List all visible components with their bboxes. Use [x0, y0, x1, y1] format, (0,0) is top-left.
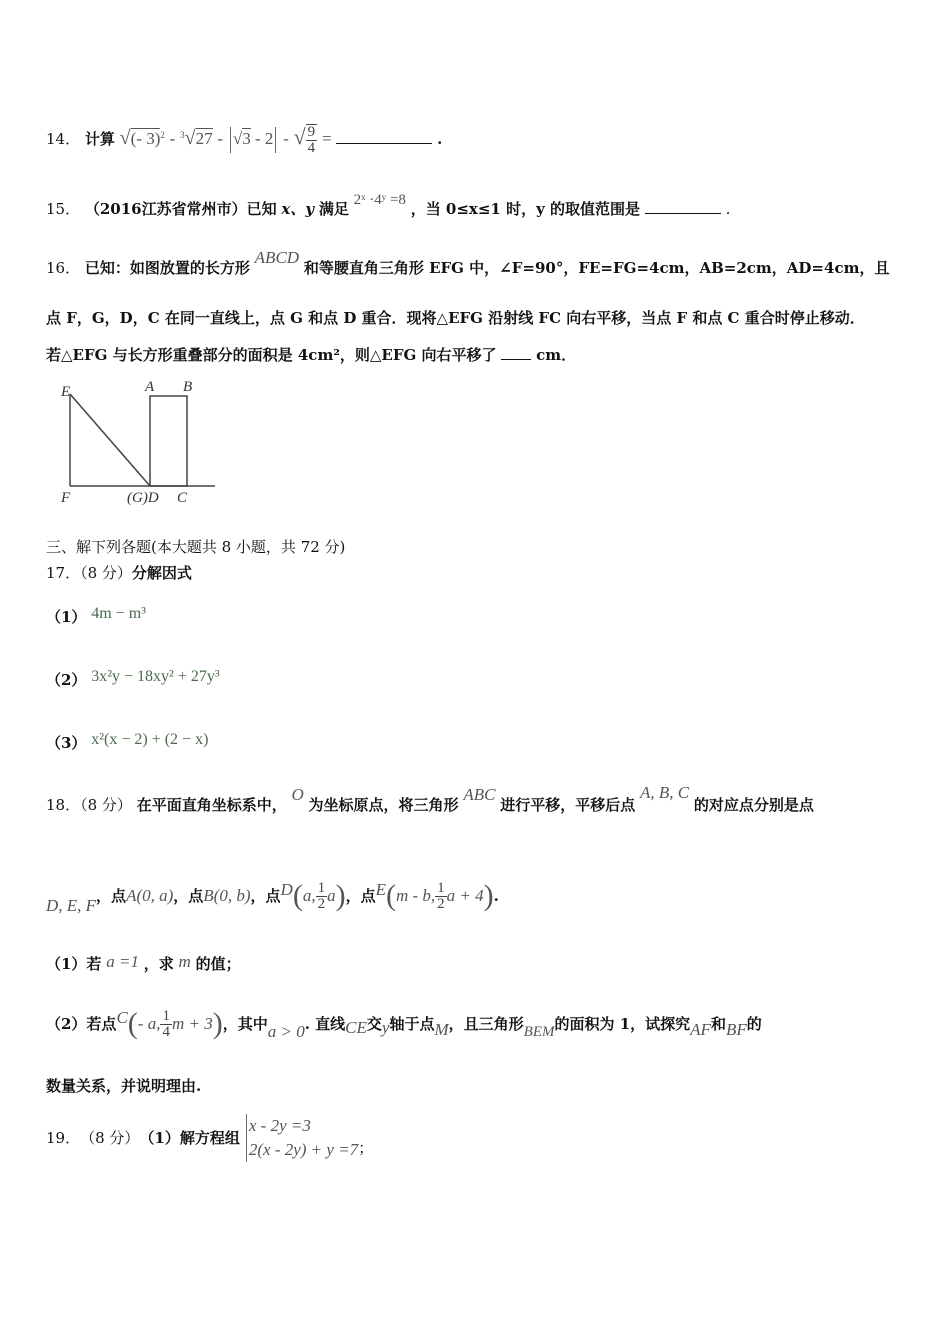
q18-origin: O	[291, 785, 304, 804]
section-3-title: 三、解下列各题(本大题共 8 小题，共 72 分)	[46, 538, 346, 556]
q14-number: 14．	[46, 130, 81, 148]
fig-line-EG	[70, 394, 150, 486]
q14-label: 计算	[84, 130, 115, 148]
q19-eq2: 2(x - 2y) + y =7	[248, 1140, 359, 1159]
q18-points: A, B, C	[640, 783, 690, 802]
q16-answer-blank	[501, 359, 531, 360]
q16-number: 16．	[46, 259, 81, 277]
question-15: 15． （2016江苏省常州市）已知 x、y 满足 2ˣ ·4ʸ =8 ，当 0≤x≤1 时，y 的取值范围是 .	[46, 192, 731, 218]
question-19: 19． （8 分） （1）解方程组 x - 2y =3 2(x - 2y) + y =7 ；	[46, 1110, 373, 1166]
q15-condition: 2ˣ ·4ʸ =8	[353, 192, 406, 208]
question-16-line1: 16． 已知：如图放置的长方形 ABCD 和等腰直角三角形 EFG 中，∠F=90°，FE=FG=4cm，AB=2cm，AD=4cm，且	[46, 248, 890, 277]
fig-label-C: C	[177, 490, 188, 506]
q15-range-text: ，当 0≤x≤1 时，y 的取值范围是	[410, 200, 641, 218]
fig-label-A: A	[145, 379, 155, 395]
q18-triangle-ABC: ABC	[463, 785, 496, 804]
q18-sub2-line2: 数量关系，并说明理由.	[46, 1077, 202, 1095]
q14-expression: √(- 3)$^2$ - $^3$√27 - √3 - 2 - √ $\frac{9}{4}$ =	[119, 124, 332, 156]
q18-sub2: （2）若点 C ( - a, $\frac{1}{4}$ m + 3 ) ，其中 a > 0 . 直线 CE 交 y 轴于点 M ，且三角形 BEM 的面积为 1，试探究 AF 和 BF 的	[46, 1007, 762, 1041]
fig-label-F: F	[61, 490, 71, 506]
question-16-line3: 若△EFG 与长方形重叠部分的面积是 4cm²，则△EFG 向右平移了 cm．	[46, 346, 577, 364]
question-18-line1: 18．（8 分） 在平面直角坐标系中， O 为坐标原点，将三角形 ABC 进行平移，平移后点 A, B, C 的对应点分别是点	[46, 783, 814, 814]
q17-part1: （1） 4m − m³	[46, 605, 146, 626]
q19-eq1: x - 2y =3	[248, 1116, 311, 1135]
q15-number: 15．	[46, 200, 81, 218]
q15-source: （2016江苏省常州市）已知	[84, 200, 277, 218]
q17-expr3: x²(x − 2) + (2 − x)	[91, 731, 209, 748]
question-17: 17．（8 分）分解因式	[46, 564, 192, 582]
q14-answer-blank	[336, 143, 432, 144]
question-18-line2: D, E, F ，点 A(0, a) ，点 B(0, b) ，点 D ( a, $\frac{1}{2}$ a ) ，点 E ( m - b, $\frac{1}{2}$ a + 4 ) .	[46, 879, 499, 915]
q17-part3: （3） x²(x − 2) + (2 − x)	[46, 731, 209, 752]
q15-answer-blank	[645, 213, 721, 214]
q16-figure	[55, 372, 225, 512]
fig-label-E: E	[61, 384, 71, 400]
q15-vars: x、y	[281, 200, 315, 218]
fig-rect-ABCD	[150, 396, 187, 486]
q17-expr1: 4m − m³	[91, 605, 146, 622]
question-14: 14． 计算 √(- 3)$^2$ - $^3$√27 - √3 - 2 - √ $\frac{9}{4}$ = .	[46, 124, 443, 156]
q18-sub1: （1）若 a =1 ，求 m 的值；	[46, 952, 241, 973]
q17-expr2: 3x²y − 18xy² + 27y³	[91, 668, 220, 685]
fig-label-B: B	[183, 379, 193, 395]
q16-rect-name: ABCD	[254, 248, 300, 267]
fig-label-GD: (G)D	[127, 490, 159, 506]
q17-part2: （2） 3x²y − 18xy² + 27y³	[46, 668, 220, 689]
question-16-line2: 点 F，G，D，C 在同一直线上，点 G 和点 D 重合．现将△EFG 沿射线 FC 向右平移，当点 F 和点 C 重合时停止移动．	[46, 309, 865, 327]
